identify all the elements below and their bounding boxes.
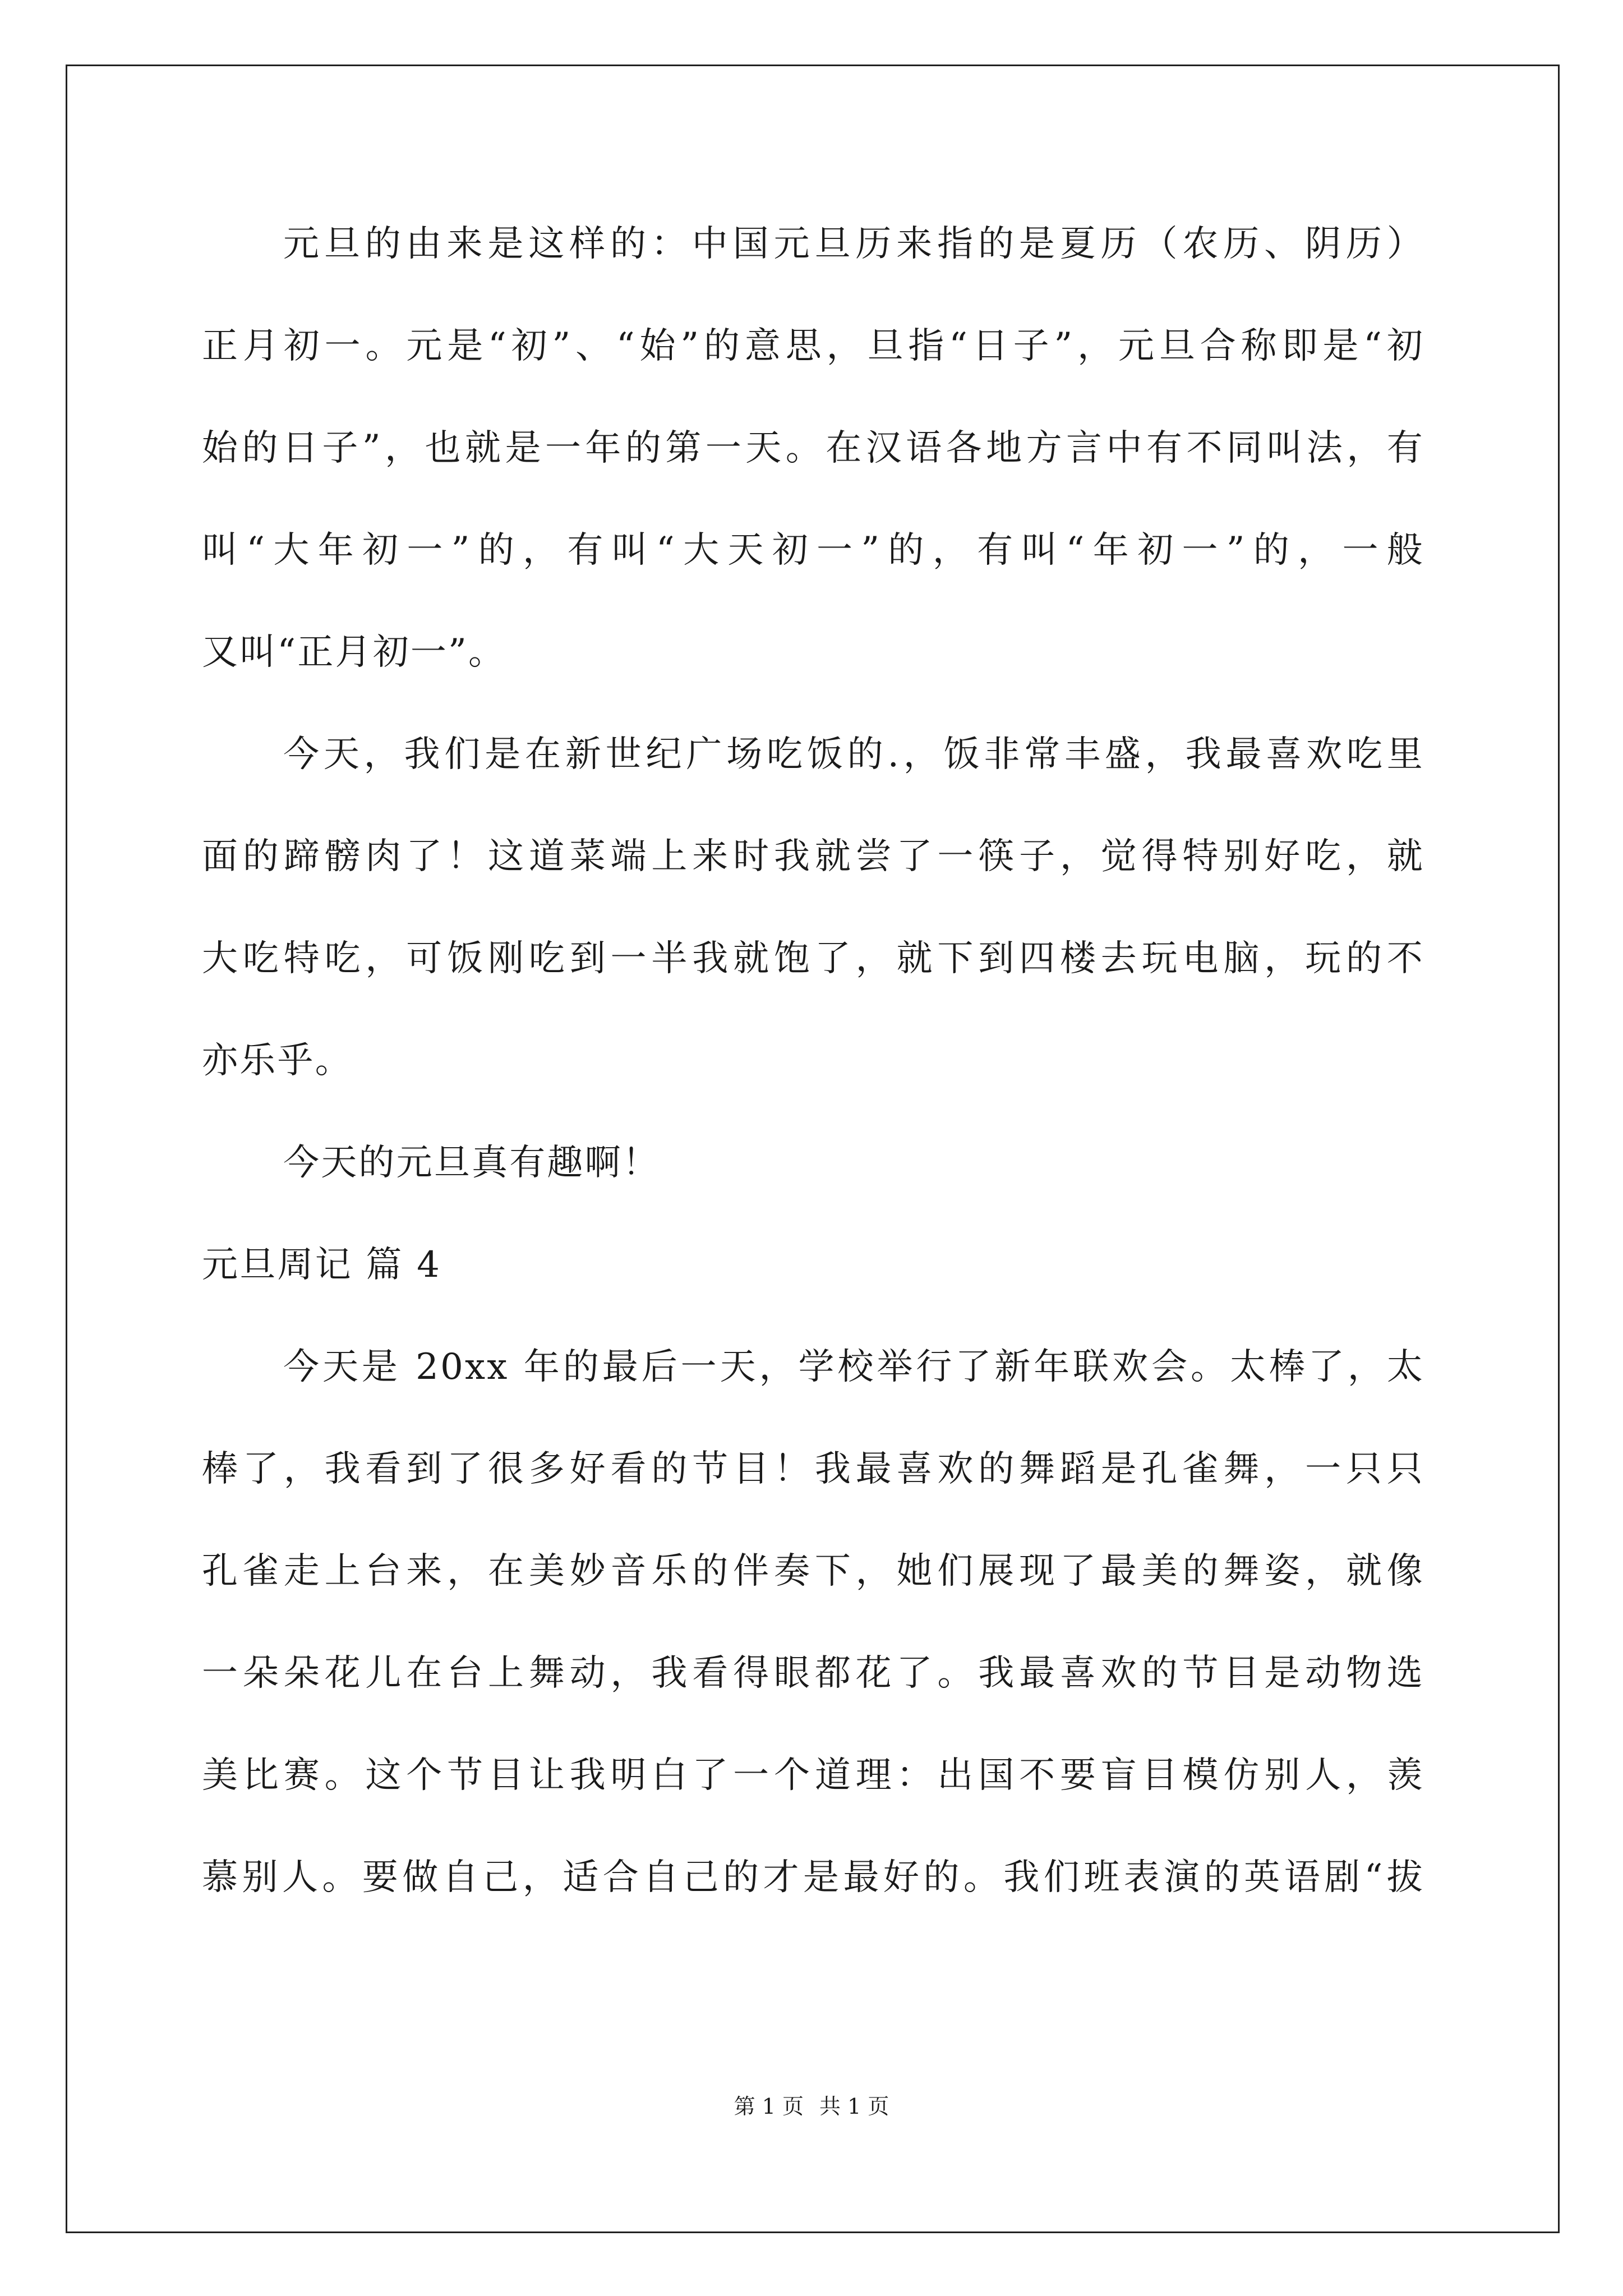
paragraph-line: 今天的元旦真有趣啊！ <box>283 1142 660 1184</box>
paragraph-line: 棒了，我看到了很多好看的节目！我最喜欢的舞蹈是孔雀舞，一只只 <box>202 1448 1424 1490</box>
paragraph-line: 孔雀走上台来，在美妙音乐的伴奏下，她们展现了最美的舞姿，就像 <box>202 1550 1424 1592</box>
paragraph-line: 今天，我们是在新世纪广场吃饭的.，饭非常丰盛，我最喜欢吃里 <box>283 734 1424 775</box>
page-number: 第 1 页 <box>734 2094 804 2119</box>
paragraph-line: 又叫“正月初一”。 <box>202 632 506 673</box>
paragraph-line: 一朵朵花儿在台上舞动，我看得眼都花了。我最喜欢的节目是动物选 <box>202 1653 1424 1694</box>
paragraph-line: 美比赛。这个节目让我明白了一个道理：出国不要盲目模仿别人，羡 <box>202 1755 1424 1796</box>
paragraph-line: 今天是 20xx 年的最后一天，学校举行了新年联欢会。太棒了，太 <box>283 1346 1424 1388</box>
paragraph-line: 元旦的由来是这样的：中国元旦历来指的是夏历（农历、阴历） <box>283 223 1424 265</box>
page-footer <box>0 2090 1623 2123</box>
paragraph-line: 亦乐乎。 <box>202 1040 353 1082</box>
paragraph-line: 慕别人。要做自己，适合自己的才是最好的。我们班表演的英语剧“拔 <box>202 1857 1424 1898</box>
page-total: 共 1 页 <box>819 2094 889 2119</box>
paragraph-line: 正月初一。元是“初”、“始”的意思，旦指“日子”，元旦合称即是“初 <box>202 325 1424 367</box>
section-heading: 元旦周记 篇 4 <box>202 1244 442 1286</box>
paragraph-line: 面的蹄髈肉了！这道菜端上来时我就尝了一筷子，觉得特别好吃，就 <box>202 836 1424 877</box>
paragraph-line: 大吃特吃，可饭刚吃到一半我就饱了，就下到四楼去玩电脑，玩的不 <box>202 938 1424 979</box>
paragraph-line: 叫“大年初一”的，有叫“大天初一”的，有叫“年初一”的，一般 <box>202 530 1424 571</box>
paragraph-line: 始的日子”，也就是一年的第一天。在汉语各地方言中有不同叫法，有 <box>202 427 1424 469</box>
